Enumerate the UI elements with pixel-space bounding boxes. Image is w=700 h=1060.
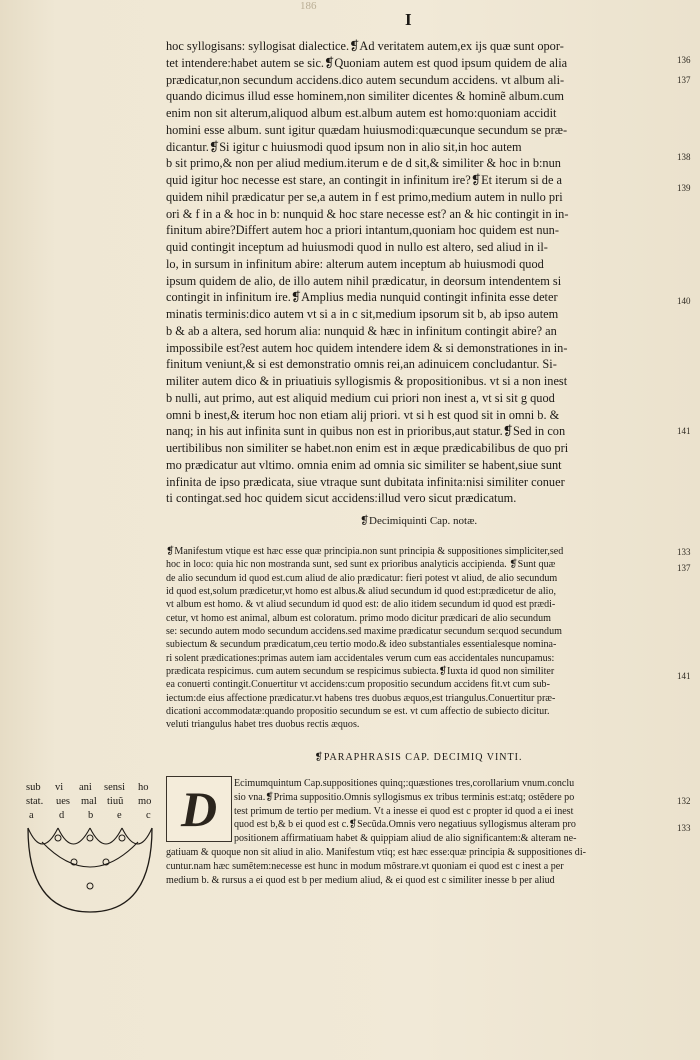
text-line: ea conuerti contingit.Conuertitur vt accidens:cum propositio secundum accidens fit.vt cum sub- bbox=[166, 679, 550, 691]
text-line: veluti triangulus habet tres duobus rectis æquos. bbox=[166, 719, 360, 731]
margin-number: 138 bbox=[677, 152, 691, 162]
diagram-inner-arc bbox=[90, 828, 122, 844]
text-line: ❡Manifestum vtique est hæc esse quæ principia.non sunt principia & suppositiones simpliciter,sed bbox=[166, 546, 564, 557]
text-line: lo, in sursum in infinitum abire: alterum autem inceptum ab huiusmodi quod bbox=[166, 256, 544, 271]
diagram-word: ho bbox=[138, 782, 149, 793]
text-line: prædicata respicimus. cum autem secundum se respicimus subiecta.❡Iuxta id quod non similiter bbox=[166, 666, 555, 678]
diagram-word: tiuũ bbox=[107, 796, 124, 807]
text-line: cuntur.nam hæc sumẽtem:necesse est hunc in modum mõstrare.vt quoniam ei quod est c inest a per bbox=[166, 860, 564, 872]
diagram-word: ues bbox=[56, 796, 70, 807]
text-line: Ecimumquintum Cap.suppositiones quinq;:quæstiones tres,corollarium vnum.conclu bbox=[234, 778, 575, 789]
text-line: quidem nihil prædicatur per se,a autem in f est primo,medium autem in nullo pri bbox=[166, 189, 563, 204]
text-line: gatiuam & quoque non sit aliud in alio. Manifestum vtiq; est hæc esse:quæ principia & suppositiones di- bbox=[166, 846, 586, 858]
text-line: ori & f in a & hoc in b: nunquid & hoc stare necesse est? an & hic contingit in in- bbox=[166, 206, 569, 221]
margin-number: 140 bbox=[677, 296, 691, 306]
diagram-letter: a bbox=[29, 810, 34, 821]
margin-number: 141 bbox=[677, 426, 691, 436]
text-line: iectum:de eius affectione prædicatur.vt habens tres duobus æquos,est triangulus.Conuertitur præ- bbox=[166, 692, 556, 704]
diagram-point bbox=[55, 835, 61, 841]
text-line: quid contingit inceptum ad huiusmodi quod in nullo est altero, sed aliud in il- bbox=[166, 240, 548, 254]
text-line: ipsum quidem de alio, de illo autem nihil prædicatur, in deorsum intendentem si bbox=[166, 273, 562, 288]
text-line: de alio secundum id quod est.cum aliud de alio prædicatur: fieri potest vt aliud, de alio secundum bbox=[166, 572, 558, 584]
diagram-point bbox=[119, 835, 125, 841]
text-line: infinita de ipso prædicata, siue vtraque sunt dubitata infinita:nisi similiter conuer bbox=[166, 474, 565, 489]
diagram-inner-arc bbox=[122, 828, 152, 844]
margin-number: 133 bbox=[677, 547, 691, 557]
diagram-letter: c bbox=[146, 810, 151, 821]
text-line: vt album est homo. & vt aliud secundum id quod est: de alio itidem secundum id quod est prædi- bbox=[166, 599, 556, 611]
margin-number: 141 bbox=[677, 671, 691, 681]
diagram-letter: e bbox=[117, 810, 122, 821]
diagram-inner-arc bbox=[58, 828, 90, 844]
margin-number: 137 bbox=[677, 563, 691, 573]
text-line: prædicatur,non secundum accidens.dico autem secundum accidens. vt album ali- bbox=[166, 72, 565, 87]
notae-text-block bbox=[166, 545, 671, 732]
margin-number: 136 bbox=[677, 55, 691, 65]
folio-number: I bbox=[405, 10, 413, 29]
paraphrasis-heading: ❡PARAPHRASIS CAP. DECIMIQ VINTI. bbox=[314, 752, 523, 763]
diagram-letter: b bbox=[88, 810, 94, 821]
text-line: id quod est,solum prædicetur,vt homo est albus.& aliud secundum id quod est:prædicetur de alio, bbox=[166, 586, 556, 598]
text-line: dicationi accommodatæ:quando propositio secundum se est. vt cum affectio de subiecto dicitur. bbox=[166, 706, 550, 718]
margin-number: 139 bbox=[677, 183, 691, 193]
text-line: dicantur.❡Si igitur c huiusmodi quod ipsum non in alio sit,in hoc autem bbox=[166, 139, 522, 154]
text-line: quod est b,& b ei quod est c.❡Secũda.Omnis vero negatiuus syllogismus alteram pro bbox=[234, 819, 576, 831]
text-line: subiectum & secundum prædicatum,ceu tertio modo.& ideo substantiales essentialesque nomina- bbox=[166, 639, 557, 651]
bleed-through-page-number: 186 bbox=[300, 0, 317, 12]
text-line: cetur, vt homo est animal, album est coloratum. primo modo dicitur prædicari de alio secundum bbox=[166, 612, 551, 624]
text-line: enim non sit alterum,aliquod album est.album autem est homo:quoniam accidit bbox=[166, 106, 557, 120]
diagram-word: sub bbox=[26, 782, 41, 793]
text-line: minatis terminis:dico autem vt si a in c sit,medium ipsorum sit b, ab ipso autem bbox=[166, 307, 559, 321]
text-line: b nulli, aut primo, aut est aliquid medium cui priori non inest a, vt si sit g quod bbox=[166, 390, 555, 405]
text-line: quando dicimus illud esse hominem,non similiter dicentes & hominẽ album.cum bbox=[166, 89, 565, 104]
text-line: homini esse album. sunt igitur quædam huiusmodi:quæcunque secundum se præ- bbox=[166, 122, 568, 137]
margin-number: 132 bbox=[677, 796, 691, 806]
text-line: contingit in infinitum ire.❡Amplius media nunquid contingit infinita esse deter bbox=[166, 290, 558, 305]
diagram-word: ani bbox=[79, 782, 92, 793]
diagram-letter: d bbox=[59, 810, 65, 821]
text-line: tet intendere:habet autem se sic.❡Quoniam autem est quod ipsum quidem de alia bbox=[166, 55, 568, 70]
text-line: mo prædicatur aut vltimo. omnia enim ad omnia sic similiter se habent,siue sunt bbox=[166, 457, 562, 472]
text-line: hoc in loco: quia hic non mostranda sunt, sed sunt ex prioribus analyticis accipienda. ❡Sunt quæ bbox=[166, 559, 556, 571]
diagram-point bbox=[87, 835, 93, 841]
diagram-point bbox=[87, 883, 93, 889]
text-line: finitum veniunt,& si est demonstratio omnis rei,an adinuicem concludantur. Si- bbox=[166, 357, 557, 372]
text-line: impossibile est?est autem hoc quidem intendere idem & si demonstrationes in in- bbox=[166, 340, 568, 355]
text-line: medium b. & rursus a ei quod est b per medium aliud, & ei quod est c similiter inesse b per aliud bbox=[166, 874, 555, 886]
notae-heading: ❡Decimiquinti Cap. notæ. bbox=[359, 515, 478, 527]
diagram-middle-arc bbox=[42, 842, 138, 867]
initial-letter: D bbox=[180, 781, 218, 837]
main-text-block bbox=[166, 38, 671, 507]
text-line: uertibilibus non similiter se habet.non enim est in æque prædicabilibus de quo pri bbox=[166, 441, 569, 455]
diagram-word: vi bbox=[55, 782, 64, 793]
diagram-word: mo bbox=[138, 796, 152, 807]
diagram-inner-arc bbox=[28, 828, 58, 844]
diagram-word: stat. bbox=[26, 796, 44, 807]
text-line: b & ab a altera, sed horum alia: nunquid & hæc in infinitum contingit abire? an bbox=[166, 323, 557, 338]
text-line: hoc syllogisans: syllogisat dialectice.❡Ad veritatem autem,ex ijs quæ sunt opor- bbox=[166, 39, 564, 53]
text-line: b sit primo,& non per aliud medium.iterum e de d sit,& similiter & hoc in b:nun bbox=[166, 156, 561, 171]
text-line: se: secundo autem modo secundum accidens.sed maxime prædicatur secundum se:quod secundum bbox=[166, 626, 562, 638]
text-line: positionem affirmatiuam habet & quippiam aliud de alio significantem:& alteram ne- bbox=[234, 833, 577, 845]
text-line: test primum de tertio per medium. Vt a inesse ei quod est c propter id quod a ei inest bbox=[234, 805, 574, 817]
diagram-word: sensi bbox=[104, 782, 125, 793]
syllogism-circle-diagram bbox=[20, 820, 160, 920]
text-line: sio vna.❡Prima suppositio.Omnis syllogismus ex tribus terminis est:atq; ostẽdere po bbox=[234, 791, 575, 803]
margin-number: 133 bbox=[677, 823, 691, 833]
text-line: finitum abire?Differt autem hoc a priori intantum,quoniam hoc quidem est nun- bbox=[166, 223, 559, 238]
text-line: ti contingat.sed hoc quidem sicut accidens:illud vero sicut prædicatum. bbox=[166, 491, 517, 506]
text-line: ri solent prædicationes:primas autem iam accidentales verum cum eas accidentales nuncupamus: bbox=[166, 652, 555, 664]
margin-number: 137 bbox=[677, 75, 691, 85]
text-line: quid igitur hoc necesse est stare, an contingit in infinitum ire?❡Et iterum si de a bbox=[166, 173, 562, 187]
decorated-initial bbox=[166, 776, 232, 842]
diagram-word: mal bbox=[81, 796, 97, 807]
text-line: militer autem dico & in priuatiuis syllogismis & propositionibus. vt si a non inest bbox=[166, 374, 568, 388]
paraphrasis-text-block bbox=[166, 777, 671, 887]
text-line: nanq; in his aut infinita sunt in quibus non est in prioribus,aut statur.❡Sed in con bbox=[166, 424, 566, 439]
text-line: omni b inest,& iterum hoc non etiam alij priori. vt si h est quod sit in omni b. & bbox=[166, 407, 560, 422]
